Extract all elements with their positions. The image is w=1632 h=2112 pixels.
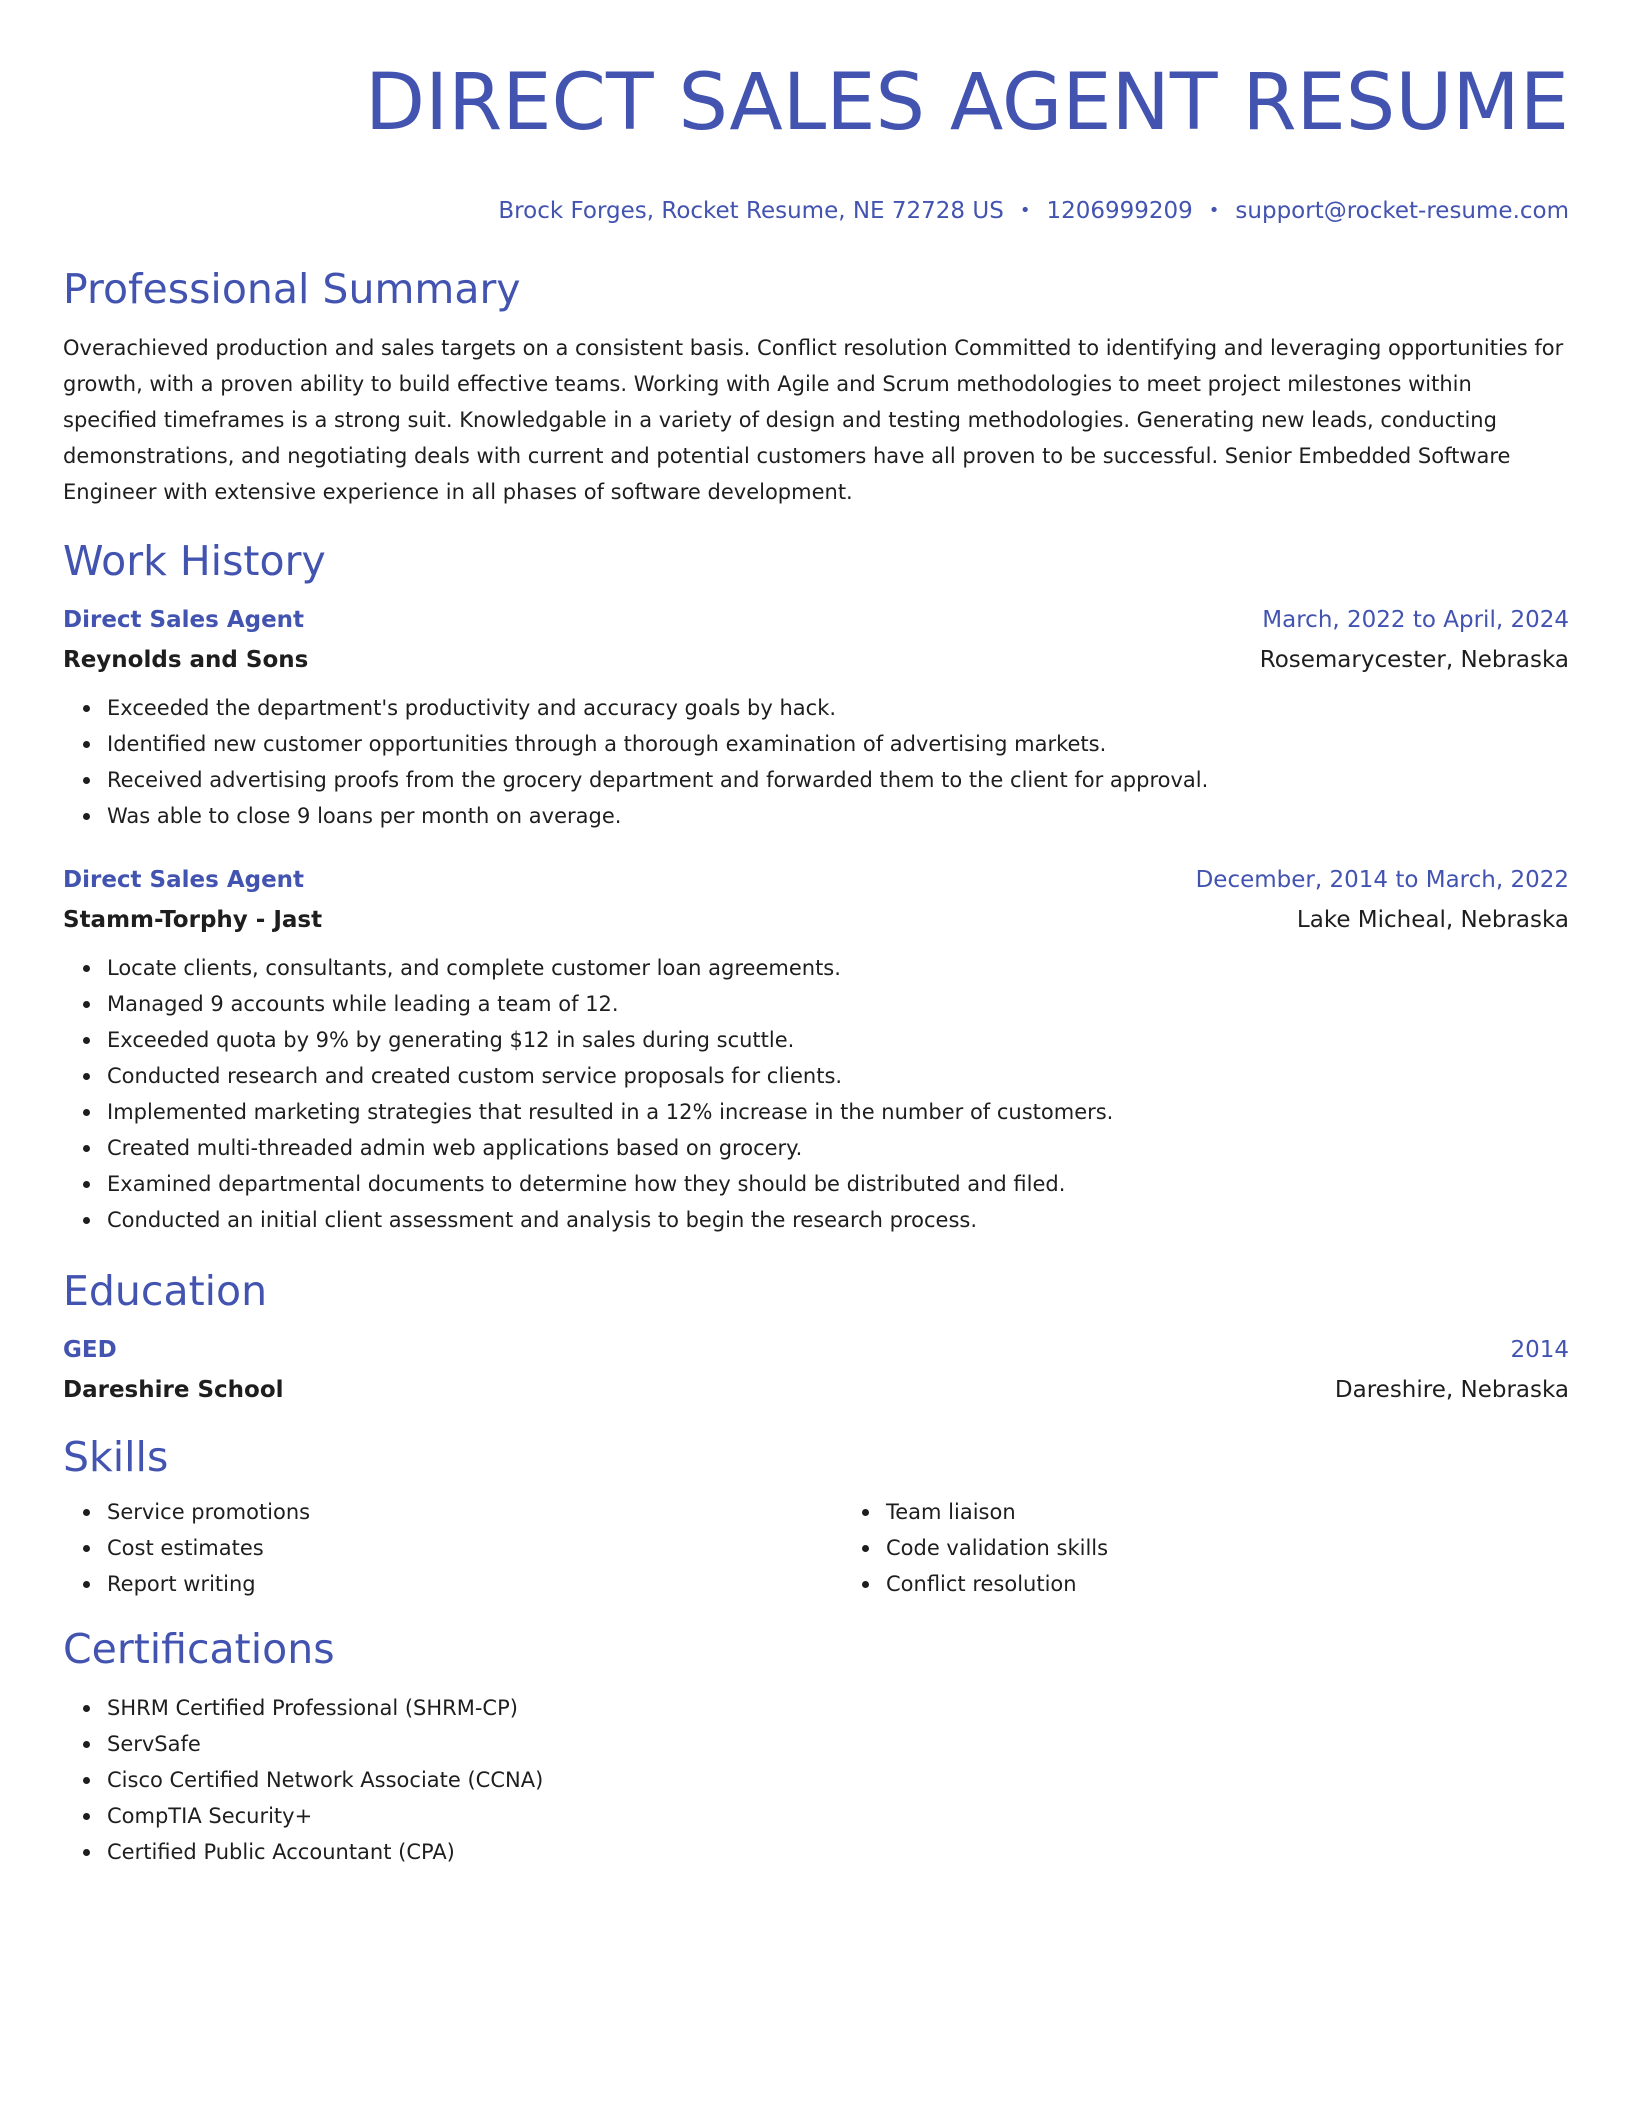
skill-item: Service promotions (107, 1494, 842, 1530)
skills-grid (63, 1494, 1569, 1602)
education-location: Dareshire, Nebraska (1334, 1377, 1569, 1403)
contact-separator: • (1019, 200, 1031, 221)
contact-phone: 1206999209 (1046, 198, 1193, 224)
job-entry (63, 864, 1569, 1238)
certification-item: CompTIA Security+ (107, 1798, 1569, 1834)
job-bullet: Implemented marketing strategies that resulted in a 12% increase in the number of customers. (107, 1094, 1569, 1130)
job-bullet: Created multi-threaded admin web applications based on grocery. (107, 1130, 1569, 1166)
contact-line (63, 196, 1569, 226)
job-company: Stamm-Torphy - Jast (63, 907, 323, 933)
job-bullet: Locate clients, consultants, and complete customer loan agreements. (107, 950, 1569, 986)
skill-item: Conflict resolution (886, 1566, 1108, 1602)
education-entry (63, 1334, 1569, 1406)
job-bullet: Examined departmental documents to determine how they should be distributed and filed. (107, 1166, 1569, 1202)
job-bullet: Was able to close 9 loans per month on average. (107, 798, 1569, 834)
skill-item: Cost estimates (107, 1530, 842, 1566)
certifications-list (63, 1690, 1569, 1870)
summary-heading: Professional Summary (63, 265, 521, 313)
job-location: Lake Micheal, Nebraska (1296, 907, 1569, 933)
skill-item: Report writing (107, 1566, 842, 1602)
education-heading: Education (63, 1267, 268, 1315)
job-company-row (63, 636, 1569, 676)
certification-item: ServSafe (107, 1726, 1569, 1762)
education-degree-row (63, 1334, 1569, 1366)
skill-item: Team liaison (886, 1494, 1108, 1530)
job-title-row (63, 604, 1569, 636)
education-school-row (63, 1366, 1569, 1406)
job-bullet: Managed 9 accounts while leading a team of 12. (107, 986, 1569, 1022)
contact-address: Brock Forges, Rocket Resume, NE 72728 US (498, 198, 1004, 224)
education-year: 2014 (1510, 1337, 1569, 1363)
job-bullets (63, 950, 1569, 1238)
job-dates: December, 2014 to March, 2022 (1195, 867, 1569, 893)
job-location: Rosemarycester, Nebraska (1259, 647, 1569, 673)
job-company: Reynolds and Sons (63, 647, 309, 673)
job-bullet: Received advertising proofs from the grocery department and forwarded them to the client for approval. (107, 762, 1569, 798)
job-bullet: Identified new customer opportunities through a thorough examination of advertising markets. (107, 726, 1569, 762)
job-title: Direct Sales Agent (63, 607, 305, 633)
job-dates: March, 2022 to April, 2024 (1262, 607, 1569, 633)
skills-column-right (842, 1494, 1108, 1602)
job-bullet: Conducted an initial client assessment and analysis to begin the research process. (107, 1202, 1569, 1238)
contact-separator: • (1208, 200, 1220, 221)
summary-text: Overachieved production and sales targets on a consistent basis. Conflict resolution Committed to identifying and leveraging opportunities for growth, with a proven ability to build effective teams. Working with Agile and Scrum methodologies to meet project milestones within specified timeframes is a strong suit. Knowledgable in a variety of design and testing methodologies. Generating new leads, conducting demonstrations, and negotiating deals with current and potential customers have all proven to be successful. Senior Embedded Software Engineer with extensive experience in all phases of software development. (63, 336, 1564, 504)
resume-title: DIRECT SALES AGENT RESUME (365, 58, 1569, 148)
job-title-row (63, 864, 1569, 896)
job-bullets (63, 690, 1569, 834)
contact-email[interactable]: support@rocket-resume.com (1235, 198, 1569, 224)
certifications-heading: Certifications (63, 1625, 335, 1673)
certification-item: SHRM Certified Professional (SHRM-CP) (107, 1690, 1569, 1726)
job-bullet: Conducted research and created custom service proposals for clients. (107, 1058, 1569, 1094)
education-degree: GED (63, 1337, 117, 1363)
skills-heading: Skills (63, 1433, 169, 1481)
education-school: Dareshire School (63, 1377, 284, 1403)
skill-item: Code validation skills (886, 1530, 1108, 1566)
job-title: Direct Sales Agent (63, 867, 305, 893)
certification-item: Cisco Certified Network Associate (CCNA) (107, 1762, 1569, 1798)
job-bullet: Exceeded the department's productivity and accuracy goals by hack. (107, 690, 1569, 726)
job-entry (63, 604, 1569, 834)
job-bullet: Exceeded quota by 9% by generating $12 in sales during scuttle. (107, 1022, 1569, 1058)
skills-column-left (63, 1494, 842, 1602)
work-history-heading: Work History (63, 537, 326, 585)
certification-item: Certified Public Accountant (CPA) (107, 1834, 1569, 1870)
job-company-row (63, 896, 1569, 936)
